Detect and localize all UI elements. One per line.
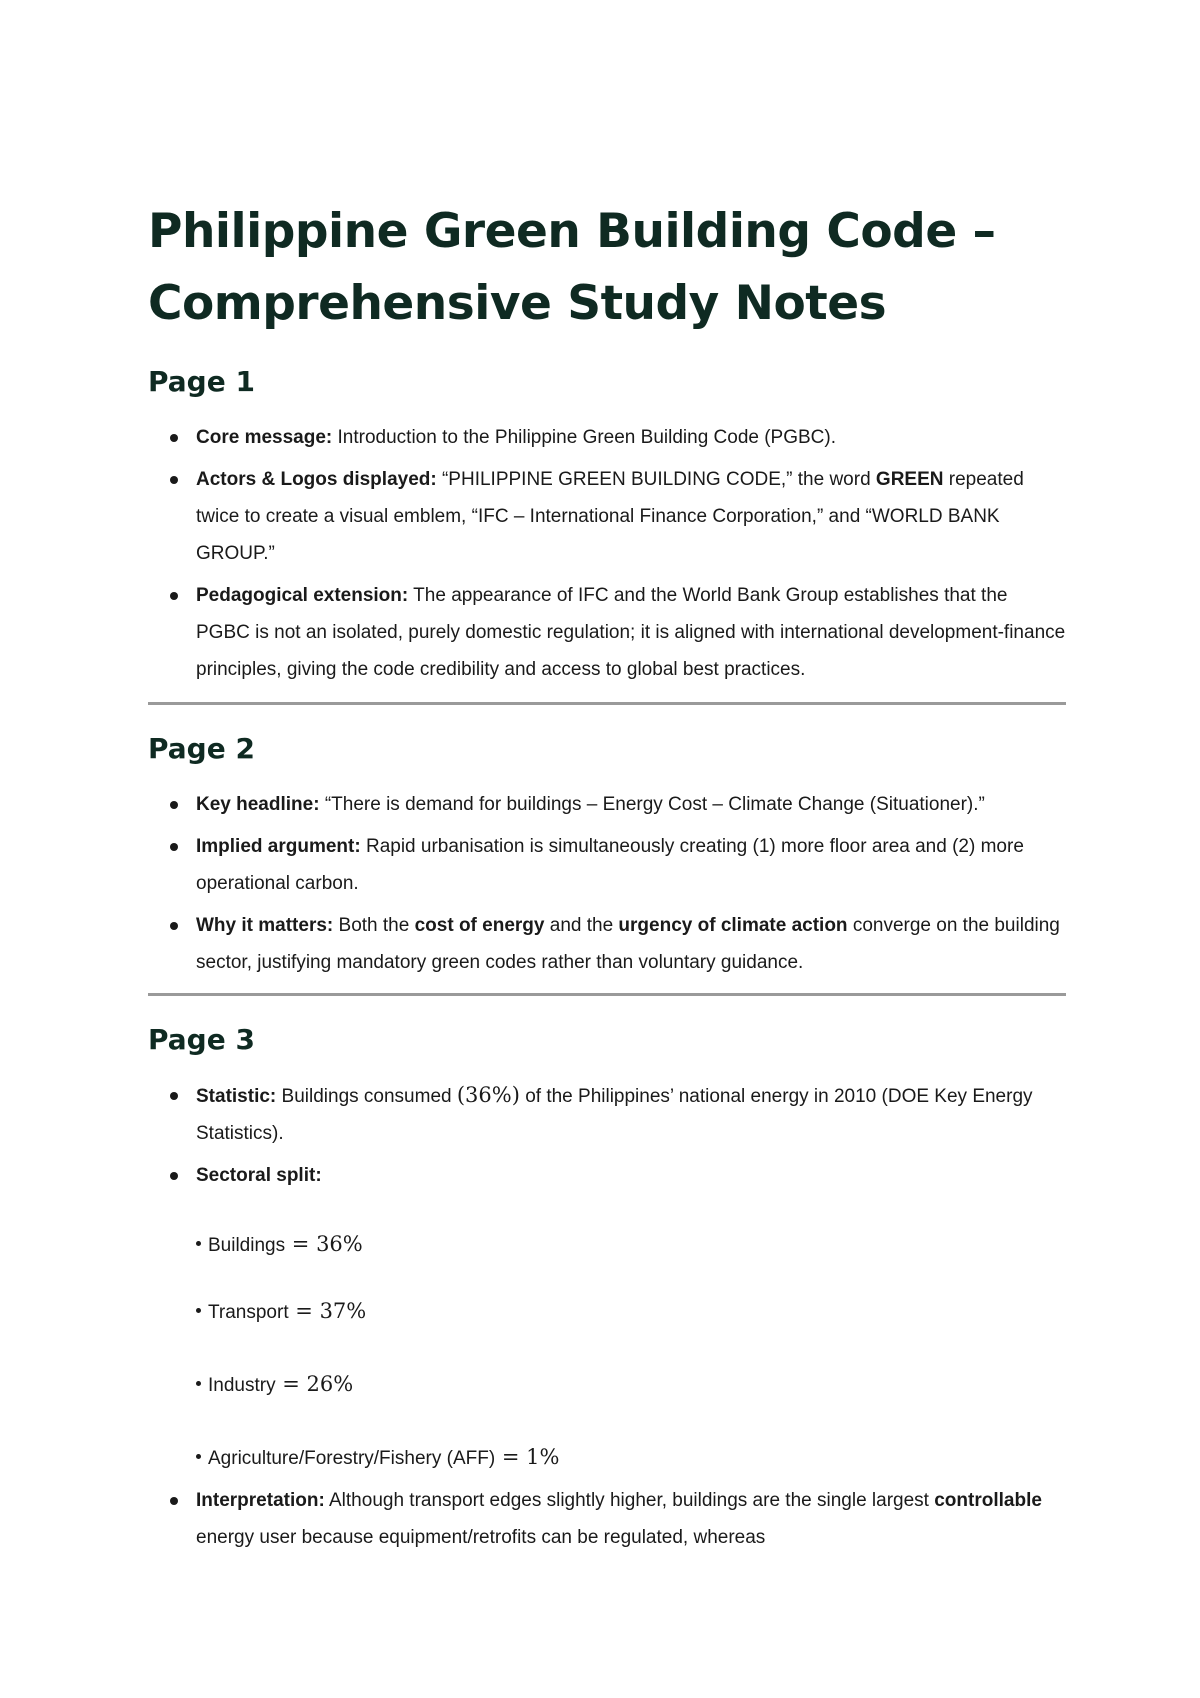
bullet-label: Interpretation: [196, 1490, 325, 1511]
split-name: Agriculture/Forestry/Fishery (AFF) [208, 1448, 496, 1469]
split-value: 36% [316, 1232, 363, 1256]
section-divider [148, 993, 1066, 996]
bullet-text: Introduction to the Philippine Green Building Code (PGBC). [332, 427, 837, 448]
split-eq: = [275, 1372, 307, 1396]
title-line-1: Philippine Green Building Code – [148, 204, 996, 259]
bullet-text: “PHILIPPINE GREEN BUILDING CODE,” the word [436, 469, 876, 490]
document-page [148, 196, 1066, 1561]
document-title [148, 196, 1066, 340]
split-eq: = [495, 1445, 527, 1469]
bullet-label: Statistic: [196, 1086, 277, 1107]
bullet-text: energy user because equipment/retrofits can be regulated, whereas [196, 1527, 766, 1548]
bullet-emphasis: GREEN [875, 469, 944, 490]
split-value: 26% [306, 1372, 354, 1396]
split-name: Buildings [208, 1235, 286, 1256]
split-name: Transport [208, 1302, 289, 1323]
bullet-label: Key headline: [196, 794, 320, 815]
list-item [148, 577, 1066, 688]
split-item-industry [148, 1354, 1066, 1427]
bullet-text: of the Philippines’ national energy in 2010 (DOE Key Energy Statistics). [196, 1086, 1033, 1144]
page-2-list [148, 786, 1066, 981]
list-item [148, 907, 1066, 981]
list-item [148, 1482, 1066, 1556]
page-2-heading: Page 2 [148, 732, 255, 765]
math-value: (36%) [456, 1083, 520, 1107]
list-item [148, 419, 1066, 456]
bullet-label: Why it matters: [196, 915, 334, 936]
section-divider [148, 702, 1066, 705]
bullet-label: Core message: [196, 427, 333, 448]
split-eq: = [285, 1232, 317, 1256]
list-item [148, 461, 1066, 572]
split-value: 1% [526, 1445, 560, 1469]
bullet-text: and the [544, 915, 619, 936]
bullet-text: Although transport edges slightly higher, buildings are the single largest [324, 1490, 935, 1511]
bullet-text: “There is demand for buildings – Energy Cost – Climate Change (Situationer).” [319, 794, 985, 815]
split-eq: = [288, 1299, 320, 1323]
bullet-text: The appearance of IFC and the World Bank Group establishes that the PGBC is not an isolated, purely domestic regulation; it is aligned with international development-finance principles, giving the code credibility and access to global best practices. [196, 585, 1066, 680]
split-item-aff [148, 1427, 1066, 1476]
bullet-label: Actors & Logos displayed: [196, 469, 437, 490]
bullet-label: Implied argument: [196, 836, 361, 857]
bullet-dot [196, 1308, 201, 1313]
page-3-list-cont [148, 1482, 1066, 1556]
bullet-emphasis: urgency of climate action [618, 915, 848, 936]
page-1-heading: Page 1 [148, 365, 255, 398]
split-name: Industry [208, 1375, 276, 1396]
split-item-buildings [148, 1208, 1066, 1281]
split-item-transport [148, 1281, 1066, 1354]
list-item [148, 786, 1066, 823]
bullet-text: repeated twice to create a visual emblem, “IFC – International Finance Corporation,” and “WORLD BANK GROUP.” [196, 469, 1024, 564]
bullet-text: converge on the building sector, justifying mandatory green codes rather than voluntary guidance. [196, 915, 1060, 973]
bullet-dot [196, 1454, 201, 1459]
bullet-text: Buildings consumed [276, 1086, 457, 1107]
page-3-heading: Page 3 [148, 1023, 255, 1056]
list-item [148, 1077, 1066, 1152]
list-item [148, 1157, 1066, 1194]
list-item [148, 828, 1066, 902]
bullet-emphasis: controllable [934, 1490, 1042, 1511]
page-1-list [148, 419, 1066, 688]
bullet-dot [196, 1241, 201, 1246]
bullet-text: Both the [333, 915, 415, 936]
split-value: 37% [319, 1299, 367, 1323]
page-3-list [148, 1077, 1066, 1194]
sectoral-split-list [148, 1208, 1066, 1476]
bullet-label: Sectoral split: [196, 1165, 322, 1186]
bullet-text: Rapid urbanisation is simultaneously creating (1) more floor area and (2) more operational carbon. [196, 836, 1024, 894]
bullet-label: Pedagogical extension: [196, 585, 409, 606]
bullet-emphasis: cost of energy [414, 915, 545, 936]
title-line-2: Comprehensive Study Notes [148, 276, 887, 331]
bullet-dot [196, 1381, 201, 1386]
